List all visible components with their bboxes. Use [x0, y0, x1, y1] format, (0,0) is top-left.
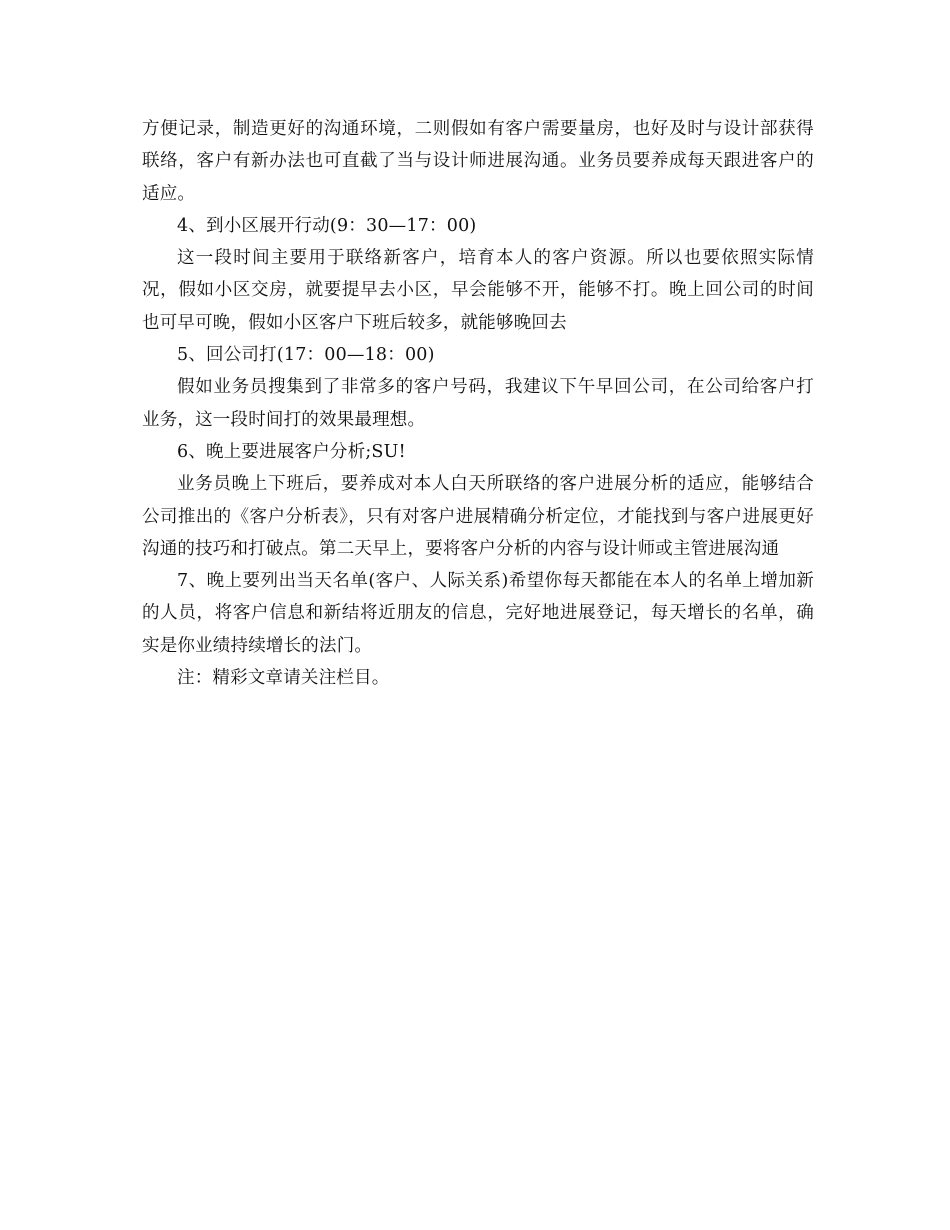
paragraph-step-5: 假如业务员搜集到了非常多的客户号码，我建议下午早回公司，在公司给客户打业务，这一段时间打的效果最理想。	[142, 377, 814, 430]
paragraph-step-4: 这一段时间主要用于联络新客户，培育本人的客户资源。所以也要依照实际情况，假如小区交房，就要提早去小区，早会能够不开，能够不打。晚上回公司的时间也可早可晚，假如小区客户下班后较多，就能够晚回去	[142, 248, 814, 333]
heading-step-5: 5、回公司打(17：00—18：00)	[177, 345, 435, 366]
document-body	[142, 113, 814, 694]
heading-step-6: 6、晚上要进展客户分析;SU!	[177, 441, 406, 462]
paragraph-continuation: 方便记录，制造更好的沟通环境，二则假如有客户需要量房，也好及时与设计部获得联络，客户有新办法也可直截了当与设计师进展沟通。业务员要养成每天跟进客户的适应。	[142, 119, 814, 204]
paragraph-step-6: 业务员晚上下班后，要养成对本人白天所联络的客户进展分析的适应，能够结合公司推出的《客户分析表》，只有对客户进展精确分析定位，才能找到与客户进展更好沟通的技巧和打破点。第二天早上，要将客户分析的内容与设计师或主管进展沟通	[142, 474, 814, 559]
footer-note: 注：精彩文章请关注栏目。	[177, 668, 390, 689]
heading-step-4: 4、到小区展开行动(9：30—17：00)	[177, 215, 477, 236]
paragraph-step-7: 7、晚上要列出当天名单(客户、人际关系)希望你每天都能在本人的名单上增加新的人员，将客户信息和新结将近朋友的信息，完好地进展登记，每天增长的名单，确实是你业绩持续增长的法门。	[142, 571, 814, 656]
